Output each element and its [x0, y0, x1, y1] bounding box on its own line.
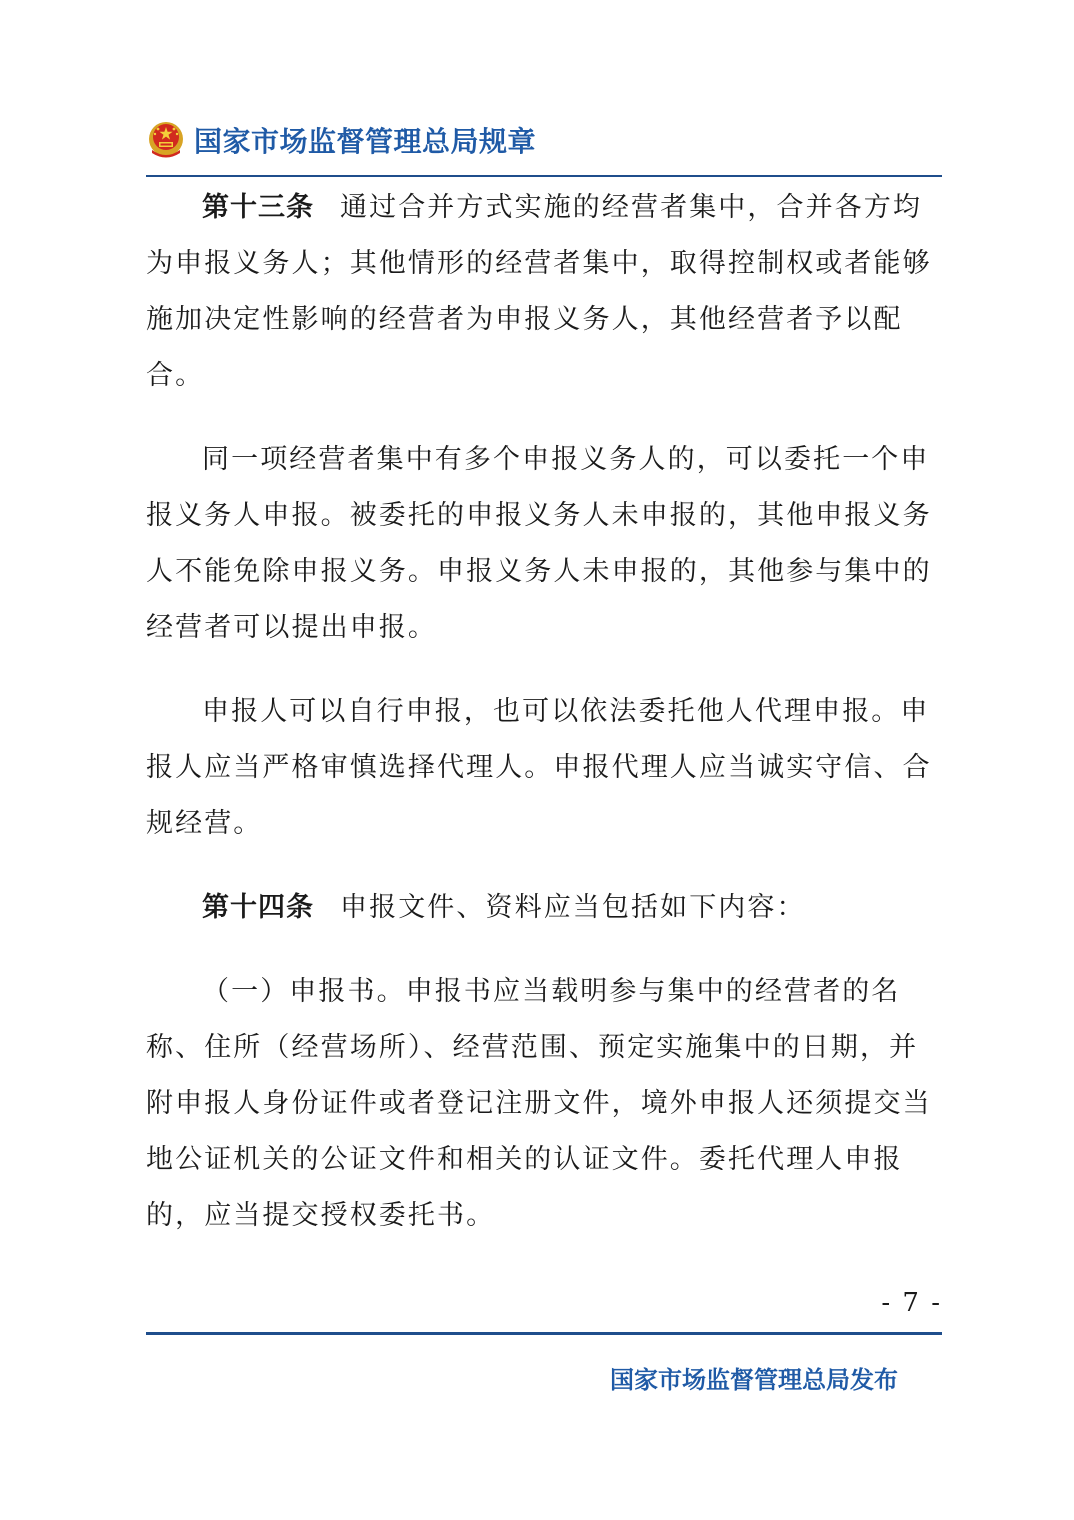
header-divider — [146, 175, 942, 177]
article-label: 第十四条 — [202, 892, 314, 923]
paragraph-text: 同一项经营者集中有多个申报义务人的，可以委托一个申报义务人申报。被委托的申报义务人未申报的，其他申报义务人不能免除申报义务。申报义务人未申报的，其他参与集中的经营者可以提出申报。 — [146, 444, 932, 643]
paragraph-text: 申报人可以自行申报，也可以依法委托他人代理申报。申报人应当严格审慎选择代理人。申报代理人应当诚实守信、合规经营。 — [146, 696, 932, 839]
national-emblem-icon — [146, 120, 186, 160]
footer-publisher: 国家市场监督管理总局发布 — [610, 1366, 898, 1394]
paragraph-text: 申报文件、资料应当包括如下内容： — [340, 892, 806, 923]
article-14-paragraph-1 — [146, 880, 946, 936]
paragraph-text: （一）申报书。申报书应当载明参与集中的经营者的名称、住所（经营场所）、经营范围、预定实施集中的日期，并附申报人身份证件或者登记注册文件，境外申报人还须提交当地公证机关的公证文件和相关的认证文件。委托代理人申报的，应当提交授权委托书。 — [146, 976, 932, 1231]
document-body — [146, 180, 946, 1272]
article-13-paragraph-3 — [146, 684, 946, 852]
footer-divider — [146, 1332, 942, 1335]
paragraph-text: 通过合并方式实施的经营者集中，合并各方均为申报义务人；其他情形的经营者集中，取得控制权或者能够施加决定性影响的经营者为申报义务人，其他经营者予以配合。 — [146, 192, 932, 391]
header-title: 国家市场监督管理总局规章 — [194, 125, 537, 158]
document-header — [146, 116, 946, 164]
article-13-paragraph-2 — [146, 432, 946, 656]
article-14-item-1 — [146, 964, 946, 1244]
article-label: 第十三条 — [202, 192, 314, 223]
article-13-paragraph-1 — [146, 180, 946, 404]
page-number: - 7 - — [881, 1288, 942, 1318]
